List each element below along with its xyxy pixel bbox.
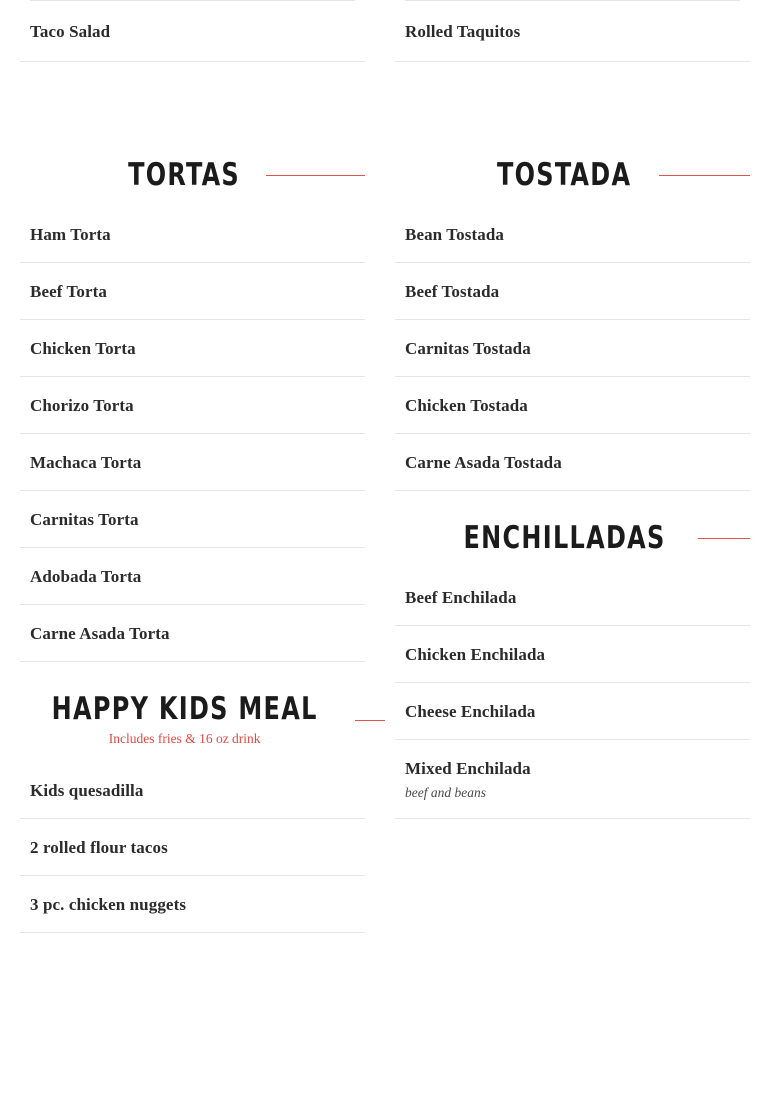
- left-column: [0, 158, 385, 933]
- list-item[interactable]: [20, 762, 365, 819]
- section-title: TOSTADA: [497, 157, 632, 193]
- list-item[interactable]: [395, 569, 750, 626]
- section-header-tostada: [395, 158, 750, 192]
- menu-item-name: Beef Tostada: [405, 282, 500, 301]
- menu-item-name: Taco Salad: [30, 22, 111, 41]
- list-item[interactable]: [395, 206, 750, 263]
- list-item[interactable]: [20, 605, 365, 662]
- menu-item-name: Carnitas Tostada: [405, 339, 531, 358]
- top-partial-left-column: [0, 0, 385, 62]
- list-item[interactable]: [20, 320, 365, 377]
- menu-item-name: Rolled Taquitos: [405, 22, 521, 41]
- menu-item-name: Chicken Enchilada: [405, 645, 546, 664]
- menu-item-name: Chicken Torta: [30, 339, 136, 358]
- menu-item-name: Kids quesadilla: [30, 781, 144, 800]
- list-item[interactable]: [395, 626, 750, 683]
- list-item[interactable]: [20, 263, 365, 320]
- section-title: ENCHILLADAS: [463, 520, 666, 556]
- menu-item-name: Machaca Torta: [30, 453, 142, 472]
- menu-item-name: Carne Asada Torta: [30, 624, 170, 643]
- right-column: [385, 158, 770, 933]
- menu-item-name: Beef Torta: [30, 282, 108, 301]
- section-gap: [0, 62, 770, 158]
- menu-item-description: beef and beans: [405, 785, 486, 800]
- menu-item-name: Chorizo Torta: [30, 396, 134, 415]
- list-item[interactable]: [395, 740, 750, 819]
- section-items-enchilladas: [395, 569, 750, 819]
- menu-item-name: Cheese Enchilada: [405, 702, 536, 721]
- menu-item-name: 2 rolled flour tacos: [30, 838, 168, 857]
- section-rule: [698, 538, 750, 539]
- list-item[interactable]: [20, 1, 365, 62]
- list-item[interactable]: [395, 263, 750, 320]
- menu-item-name: Bean Tostada: [405, 225, 504, 244]
- list-item[interactable]: [395, 434, 750, 491]
- list-item[interactable]: [395, 1, 750, 62]
- top-partial-rows: [0, 0, 770, 62]
- menu-item-name: Ham Torta: [30, 225, 111, 244]
- menu-item-name: Beef Enchilada: [405, 588, 517, 607]
- list-item[interactable]: [395, 320, 750, 377]
- list-item[interactable]: [395, 377, 750, 434]
- menu-item-name: Adobada Torta: [30, 567, 142, 586]
- section-subtitle: Includes fries & 16 oz drink: [108, 731, 261, 746]
- list-item[interactable]: [20, 819, 365, 876]
- menu-item-name: Chicken Tostada: [405, 396, 528, 415]
- section-header-tortas: [20, 158, 365, 192]
- section-title: HAPPY KIDS MEAL: [51, 691, 318, 727]
- list-item[interactable]: [20, 876, 365, 933]
- menu-item-name: Carne Asada Tostada: [405, 453, 562, 472]
- list-item[interactable]: [20, 491, 365, 548]
- list-item[interactable]: [20, 206, 365, 263]
- section-header-enchilladas: [395, 521, 750, 555]
- list-item[interactable]: [395, 683, 750, 740]
- section-rule: [355, 720, 385, 721]
- list-item[interactable]: [20, 377, 365, 434]
- section-items-tostada: [395, 206, 750, 491]
- top-partial-right-column: [385, 0, 770, 62]
- section-header-happy-kids-meal: [20, 692, 365, 748]
- list-item[interactable]: [20, 434, 365, 491]
- section-rule: [266, 175, 365, 176]
- list-item[interactable]: [20, 548, 365, 605]
- menu-item-name: Carnitas Torta: [30, 510, 139, 529]
- section-items-tortas: [20, 206, 365, 662]
- menu-item-name: 3 pc. chicken nuggets: [30, 895, 187, 914]
- menu-item-name: Mixed Enchilada: [405, 759, 531, 778]
- section-title: TORTAS: [128, 157, 241, 193]
- section-items-happy-kids-meal: [20, 762, 365, 933]
- section-rule: [659, 175, 750, 176]
- menu-columns: [0, 158, 770, 933]
